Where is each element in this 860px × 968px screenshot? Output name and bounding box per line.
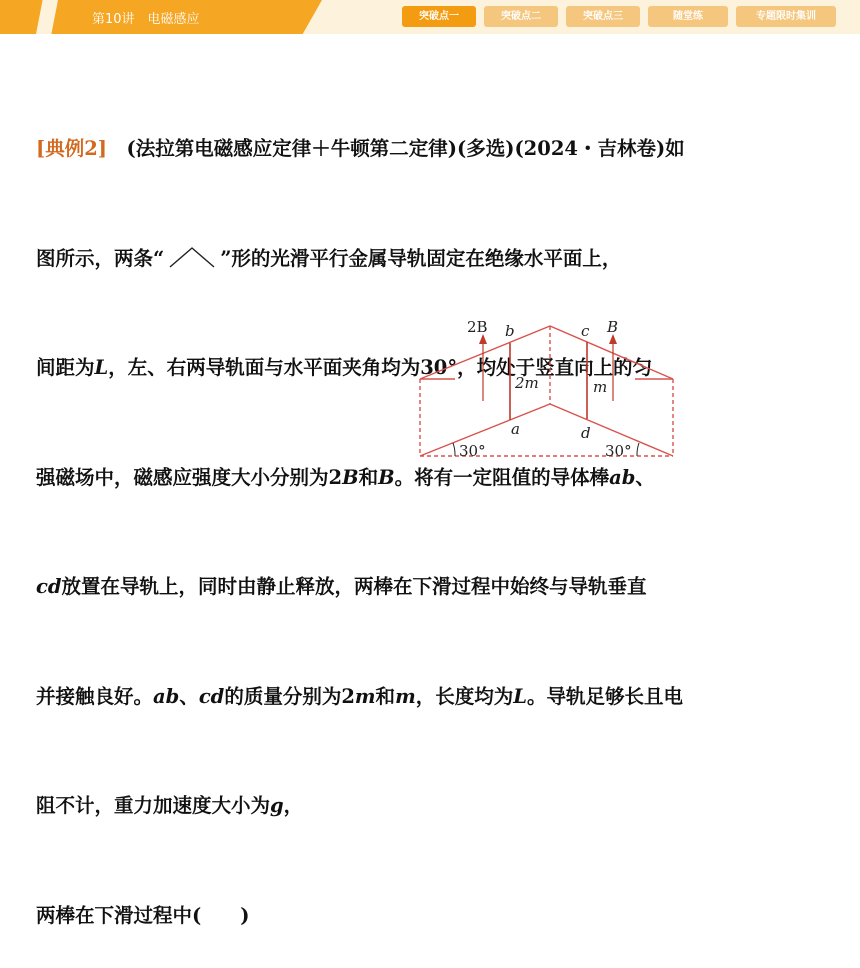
rail-diagram bbox=[415, 316, 675, 466]
label-b: b bbox=[505, 322, 515, 340]
label-mass-right: m bbox=[593, 378, 608, 396]
problem-line-7: 阻不计，重力加速度大小为g， bbox=[36, 794, 304, 817]
top-banner bbox=[0, 0, 860, 34]
tab-class-practice[interactable]: 随堂练 bbox=[648, 6, 728, 27]
rail-diagram-svg bbox=[415, 316, 675, 466]
label-angle-left: 30° bbox=[459, 442, 486, 460]
label-d: d bbox=[581, 424, 591, 442]
problem-text bbox=[36, 58, 836, 968]
problem-line-3: 间距为L，左、右两导轨面与水平面夹角均为30°，均处于竖直向上的匀 bbox=[36, 356, 653, 379]
problem-line-8: 两棒在下滑过程中( ) bbox=[36, 903, 250, 927]
problem-line-5: cd放置在导轨上，同时由静止释放，两棒在下滑过程中始终与导轨垂直 bbox=[36, 575, 647, 598]
chevron-rail-icon bbox=[164, 245, 220, 269]
problem-line-6: 并接触良好。ab、cd的质量分别为2m和m，长度均为L。导轨足够长且电 bbox=[36, 684, 683, 708]
tab-breakthrough-3[interactable]: 突破点三 bbox=[566, 6, 640, 27]
problem-line-4: 强磁场中，磁感应强度大小分别为2B和B。将有一定阻值的导体棒ab、 bbox=[36, 465, 655, 489]
nav-tabs bbox=[402, 6, 836, 27]
label-angle-right: 30° bbox=[605, 442, 632, 460]
angle-arc-left bbox=[453, 443, 455, 456]
problem-line-1: [典例2] (法拉第电磁感应定律＋牛顿第二定律)(多选)(2024・吉林卷)如 bbox=[36, 137, 685, 160]
label-c: c bbox=[581, 322, 590, 340]
tab-breakthrough-2[interactable]: 突破点二 bbox=[484, 6, 558, 27]
tab-breakthrough-1[interactable]: 突破点一 bbox=[402, 6, 476, 27]
problem-line-2: 图所示，两条“ ”形的光滑平行金属导轨固定在绝缘水平面上， bbox=[36, 246, 622, 270]
example-label: [典例2] bbox=[36, 137, 108, 160]
tab-timed-training[interactable]: 专题限时集训 bbox=[736, 6, 836, 27]
label-a: a bbox=[511, 420, 520, 438]
back-rail bbox=[420, 326, 673, 379]
angle-arc-right bbox=[637, 443, 639, 456]
lesson-title: 第10讲 电磁感应 bbox=[92, 12, 200, 27]
label-field-left: 2B bbox=[467, 318, 488, 336]
front-rail bbox=[420, 404, 673, 456]
label-mass-left: 2m bbox=[515, 374, 539, 392]
label-field-right: B bbox=[607, 318, 619, 336]
